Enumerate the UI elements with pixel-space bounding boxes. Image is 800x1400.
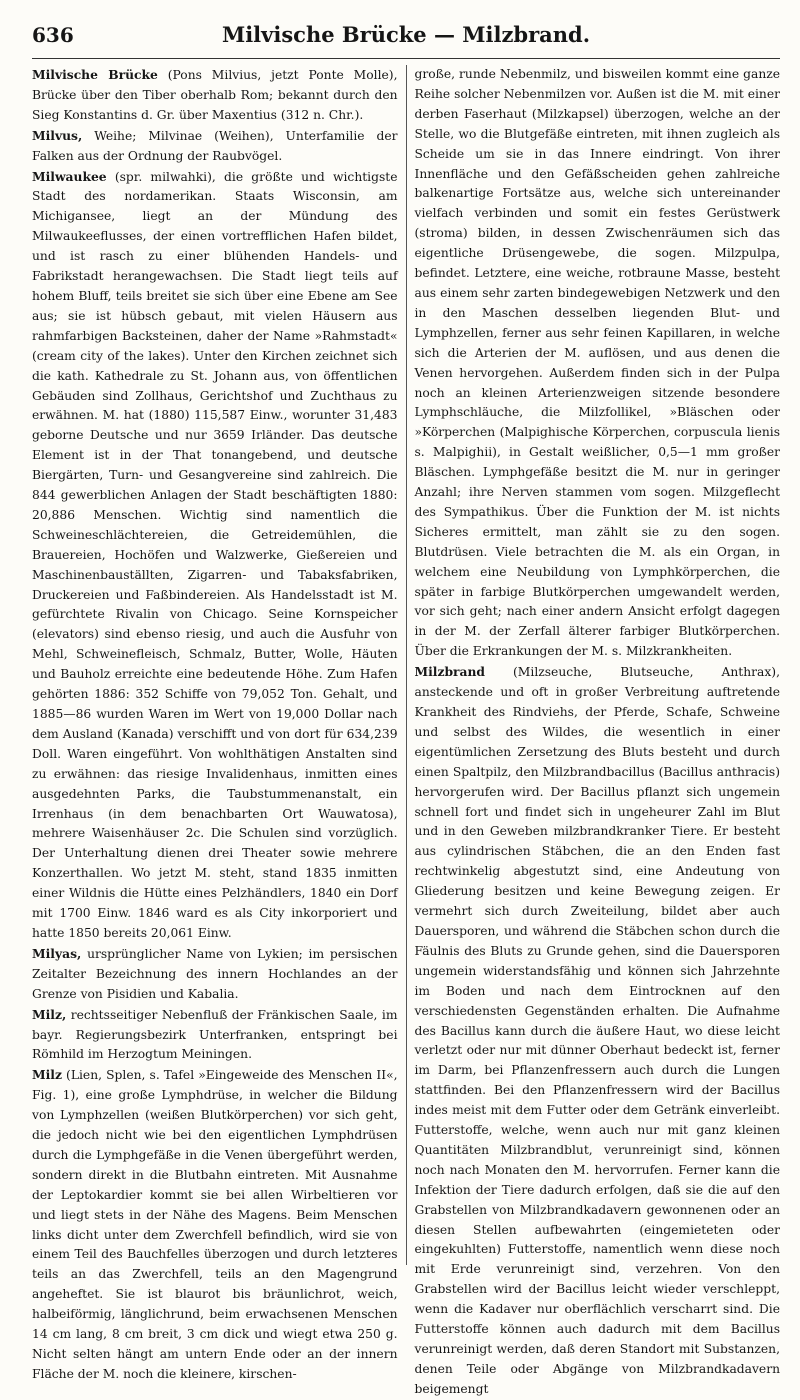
- entry-text: große, runde Nebenmilz, und bisweilen kommt eine ganze Reihe solcher Nebenmilzen vor. Außen ist die M. mit einer derben Faserhaut (Milzkapsel) überzogen, welche an der Stelle, wo die Blutgefäße eintreten, mit ihnen zugleich als Scheide um sie in das Innere eindringt. Von ihrer Innenfläche und den Gefäßscheiden gehen zahlreiche balkenartige Fortsätze aus, welche sich untereinander vielfach verbinden und somit ein festes Gerüstwerk (stroma) bilden, in dessen Zwischenräumen sich das eigentliche Drüsengewebe, die sogen. Milzpulpa, befindet. Letztere, eine weiche, rotbraune Masse, besteht aus einem sehr zarten bindegewebigen Netzwerk und den in den Maschen desselben liegenden Blut- und Lymphzellen, ferner aus sehr feinen Kapillaren, in welche sich die Arterien der M. auflösen, und aus denen die Venen hervorgehen. Außerdem finden sich in der Pulpa noch an kleinen Arterienzweigen sitzende besondere Lymphschläuche, die Milzfollikel, »Bläschen oder »Körperchen (Malpighische Körperchen, corpuscula lienis s. Malpighii), in Gestalt weißlicher, 0,5—1 mm großer Bläschen. Lymphgefäße besitzt die M. nur in geringer Anzahl; ihre Nerven stammen vom sogen. Milzgeflecht des Sympathikus. Über die Funktion der M. ist nichts Sicheres ermittelt, man zählt sie zu den sogen. Blutdrüsen. Viele betrachten die M. als ein Organ, in welchem eine Neubildung von Lymphkörperchen, die später in farbige Blutkörperchen umgewandelt werden, vor sich geht; nach einer andern Ansicht erfolgt dagegen in der M. der Zerfall älterer farbiger Blutkörperchen. Über die Erkrankungen der M. s. Milzkrankheiten.: [414, 67, 781, 659]
- entry-text: (spr. milwahki), die größte und wichtigste Stadt des nordamerikan. Staats Wisconsin, am Michigansee, liegt an der Mündung des Milwaukeeflusses, der einen vortrefflichen Hafen bildet, und ist rasch zu einer blühenden Handels- und Fabrikstadt herangewachsen. Die Stadt liegt teils auf hohem Bluff, teils breitet sie sich über eine Ebene am See aus; sie ist hübsch gebaut, mit vielen Häusern aus rahmfarbigen Backsteinen, daher der Name »Rahmstadt« (cream city of the lakes). Unter den Kirchen zeichnet sich die kath. Kathedrale zu St. Johann aus, von öffentlichen Gebäuden sind Zollhaus, Gerichtshof und Zuchthaus zu erwähnen. M. hat (1880) 115,587 Einw., worunter 31,483 geborne Deutsche und nur 3659 Irländer. Das deutsche Element ist in der That tonangebend, und deutsche Biergärten, Turn- und Gesangvereine sind zahlreich. Die 844 gewerblichen Anlagen der Stadt beschäftigten 1880: 20,886 Menschen. Wichtig sind namentlich die Schweineschlächtereien, die Getreidemühlen, die Brauereien, Hochöfen und Walzwerke, Gießereien und Maschinenbauställten, Zigarren- und Tabaksfabriken, Druckereien und Faßbindereien. Als Handelsstadt ist M. gefürchtete Rivalin von Chicago. Seine Kornspeicher (elevators) sind ebenso riesig, und auch die Ausfuhr von Mehl, Schweinefleisch, Schmalz, Butter, Wolle, Häuten und Bauholz erreichte eine bedeutende Höhe. Zum Hafen gehörten 1886: 352 Schiffe von 79,052 Ton. Gehalt, und 1885—86 wurden Waren im Wert von 19,000 Dollar nach dem Ausland (Kanada) verschifft und von dort für 634,239 Doll. Waren eingeführt. Von wohlthätigen Anstalten sind zu erwähnen: das riesige Invalidenhaus, inmitten eines ausgedehnten Parks, die Taubstummenanstalt, ein Irrenhaus (in dem benachbarten Ort Wauwatosa), mehrere Waisenhäuser 2c. Die Schulen sind vorzüglich. Der Unterhaltung dienen drei Theater sowie mehrere Konzerthallen. Wo jetzt M. steht, stand 1835 inmitten einer Wildnis die Hütte eines Pelzhändlers, 1840 ein Dorf mit 1700 Einw. 1846 ward es als City inkorporiert und hatte 1850 bereits 20,061 Einw.: [32, 169, 398, 940]
- entry-text: (Pons Milvius, jetzt Ponte Molle), Brücke über den Tiber oberhalb Rom; bekannt durch den Sieg Konstantins d. Gr. über Maxentius (312 n. Chr.).: [32, 68, 398, 122]
- entry-lemma: Milz,: [32, 1006, 67, 1022]
- dictionary-entry: [415, 65, 781, 662]
- entry-text: (Lien, Splen, s. Tafel »Eingeweide des Menschen II«, Fig. 1), eine große Lymphdrüse, in welcher die Bildung von Lymphzellen (weißen Blutkörperchen) vor sich geht, die jedoch nicht wie bei den eigentlichen Lymphdrüsen durch die Lymphgefäße in die Venen übergeführt werden, sondern direkt in die Blutbahn eintreten. Mit Ausnahme der Leptokardier kommt sie bei allen Wirbeltieren vor und liegt stets in der Nähe des Magens. Beim Menschen links dicht unter dem Zwerchfell befindlich, wird sie von einem Teil des Bauchfelles überzogen und durch letzteres teils an das Zwerchfell, teils an den Magengrund angeheftet. Sie ist blaurot bis bräunlichrot, weich, halbeiförmig, länglichrund, beim erwachsenen Menschen 14 cm lang, 8 cm breit, 3 cm dick und wiegt etwa 250 g. Nicht selten hängt am untern Ende oder an der innern Fläche der M. noch die kleinere, kirschen-: [32, 1068, 398, 1381]
- dictionary-entry: [32, 1065, 398, 1385]
- dictionary-entry: [32, 65, 398, 126]
- dictionary-entry: [32, 167, 398, 944]
- dictionary-entry: [32, 944, 398, 1005]
- running-title: Milvische Brücke — Milzbrand.: [221, 22, 591, 47]
- entry-lemma: Milwaukee: [32, 168, 107, 184]
- entry-text: ursprünglicher Name von Lykien; im persischen Zeitalter Bezeichnung des innern Hochlandes an der Grenze von Pisidien und Kabalia.: [32, 946, 398, 1001]
- entry-lemma: Milvus,: [32, 127, 83, 143]
- dictionary-entry: [32, 126, 398, 167]
- dictionary-entry: [32, 1005, 398, 1066]
- entry-text: (Milzseuche, Blutseuche, Anthrax), ansteckende und oft in großer Verbreitung auftretende Krankheit des Rindviehs, der Pferde, Schafe, Schweine und selbst des Wildes, die wesentlich in einer eigentümlichen Zersetzung des Bluts besteht und durch einen Spaltpilz, den Milzbrandbacillus (Bacillus anthracis) hervorgerufen wird. Der Bacillus pflanzt sich ungemein schnell fort und findet sich in ungeheurer Zahl im Blut und in den Geweben milzbrandkranker Tiere. Er besteht aus cylindrischen Stäbchen, die an den Enden fast rechtwinkelig abgestutzt sind, eine Andeutung von Gliederung besitzen und keine Bewegung zeigen. Er vermehrt sich durch Zweiteilung, bildet aber auch Dauersporen, und während die Stäbchen schon durch die Fäulnis des Bluts zu Grunde gehen, sind die Dauersporen ungemein widerstandsfähig und können sich Jahrzehnte im Boden und nach dem Eintrocknen auf den verschiedensten Gegenständen erhalten. Die Aufnahme des Bacillus kann durch die äußere Haut, wo diese leicht verletzt oder nur mit dünner Oberhaut bedeckt ist, ferner im Darm, bei Pflanzenfressern auch durch die Lungen stattfinden. Bei den Pflanzenfressern wird der Bacillus indes meist mit dem Futter oder dem Getränk einverleibt. Futterstoffe, welche, wenn auch nur mit ganz kleinen Quantitäten Milzbrandblut, verunreinigt sind, können noch nach Monaten den M. hervorrufen. Ferner kann die Infektion der Tiere dadurch erfolgen, daß sie die auf den Grabstellen von Milzbrandkadavern gewonnenen oder an diesen Stellen aufbewahrten (eingemieteten oder eingekuhlten) Futterstoffe, namentlich wenn diese noch mit Erde verunreinigt sind, verzehren. Von den Grabstellen wird der Bacillus leicht wieder verschleppt, wenn die Kadaver nur oberflächlich verscharrt sind. Die Futterstoffe können auch dadurch mit dem Bacillus verunreinigt werden, daß deren Standort mit Substanzen, denen Teile oder Abgänge von Milzbrandkadavern beigemengt: [414, 665, 781, 1396]
- dictionary-entry: [415, 662, 781, 1400]
- entry-lemma: Milvische Brücke: [32, 67, 158, 82]
- text-columns: [32, 65, 781, 1396]
- entry-text: Weihe; Milvinae (Weihen), Unterfamilie der Falken aus der Ordnung der Raubvögel.: [32, 128, 398, 163]
- column-divider: [406, 65, 407, 1265]
- page-number: 636: [32, 23, 74, 47]
- entry-lemma: Milyas,: [32, 945, 82, 961]
- entry-text: rechtsseitiger Nebenfluß der Fränkischen Saale, im bayr. Regierungsbezirk Unterfranken, entspringt bei Römhild im Herzogtum Meiningen.: [32, 1007, 398, 1062]
- left-column: [32, 65, 398, 1381]
- right-column: [414, 65, 781, 1396]
- entry-lemma: Milzbrand: [414, 664, 486, 680]
- entry-lemma: Milz: [32, 1067, 62, 1083]
- page-header: [32, 22, 780, 59]
